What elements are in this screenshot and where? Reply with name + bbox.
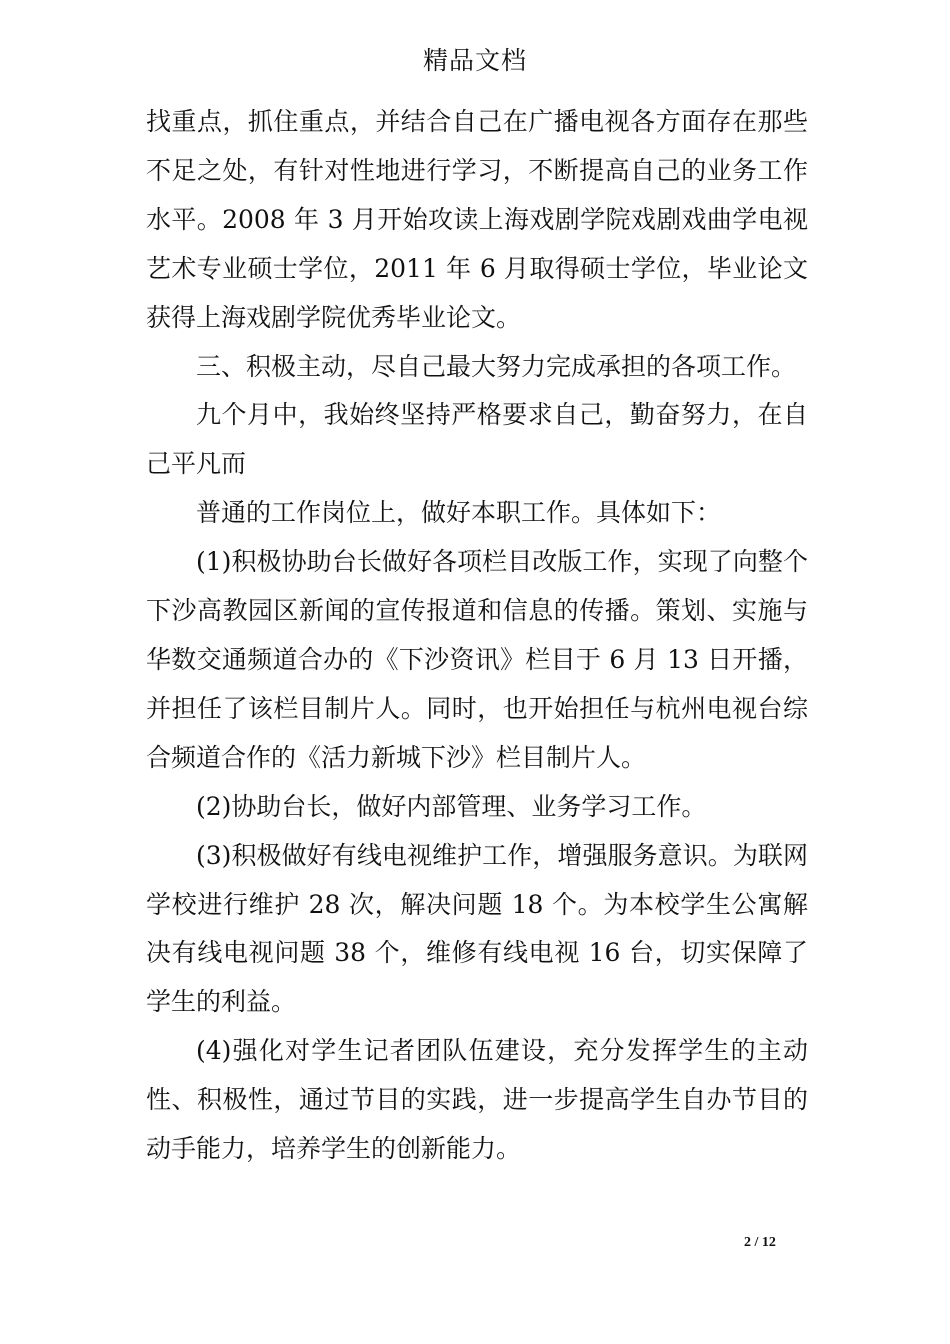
document-body <box>146 98 808 1174</box>
paragraph-7: (3)积极做好有线电视维护工作，增强服务意识。为联网学校进行维护 28 次，解决问题 18 个。为本校学生公寓解决有线电视问题 38 个，维修有线电视 16 台，切实保障了学生的利益。 <box>146 840 808 1017</box>
paragraph-1: 找重点，抓住重点，并结合自己在广播电视各方面存在那些不足之处，有针对性地进行学习，不断提高自己的业务工作水平。2008 年 3 月开始攻读上海戏剧学院戏剧戏曲学电视艺术专业硕士学位，2011 年 6 月取得硕士学位，毕业论文获得上海戏剧学院优秀毕业论文。 <box>146 107 808 332</box>
paragraph-6: (2)协助台长，做好内部管理、业务学习工作。 <box>196 791 707 821</box>
paragraph-8: (4)强化对学生记者团队伍建设，充分发挥学生的主动性、积极性，通过节目的实践，进一步提高学生自办节目的动手能力，培养学生的创新能力。 <box>146 1036 808 1164</box>
page-number: 2 / 12 <box>744 1235 776 1250</box>
paragraph-5: (1)积极协助台长做好各项栏目改版工作，实现了向整个下沙高教园区新闻的宣传报道和信息的传播。策划、实施与华数交通频道合办的《下沙资讯》栏目于 6 月 13 日开播，并担任了该栏目制片人。同时，也开始担任与杭州电视台综合频道合作的《活力新城下沙》栏目制片人。 <box>146 547 808 772</box>
paragraph-4: 普通的工作岗位上，做好本职工作。具体如下： <box>196 498 722 528</box>
paragraph-3: 九个月中，我始终坚持严格要求自己，勤奋努力，在自己平凡而 <box>146 400 808 479</box>
paragraph-2: 三、积极主动，尽自己最大努力完成承担的各项工作。 <box>196 351 797 381</box>
page-header: 精品文档 <box>422 46 527 75</box>
